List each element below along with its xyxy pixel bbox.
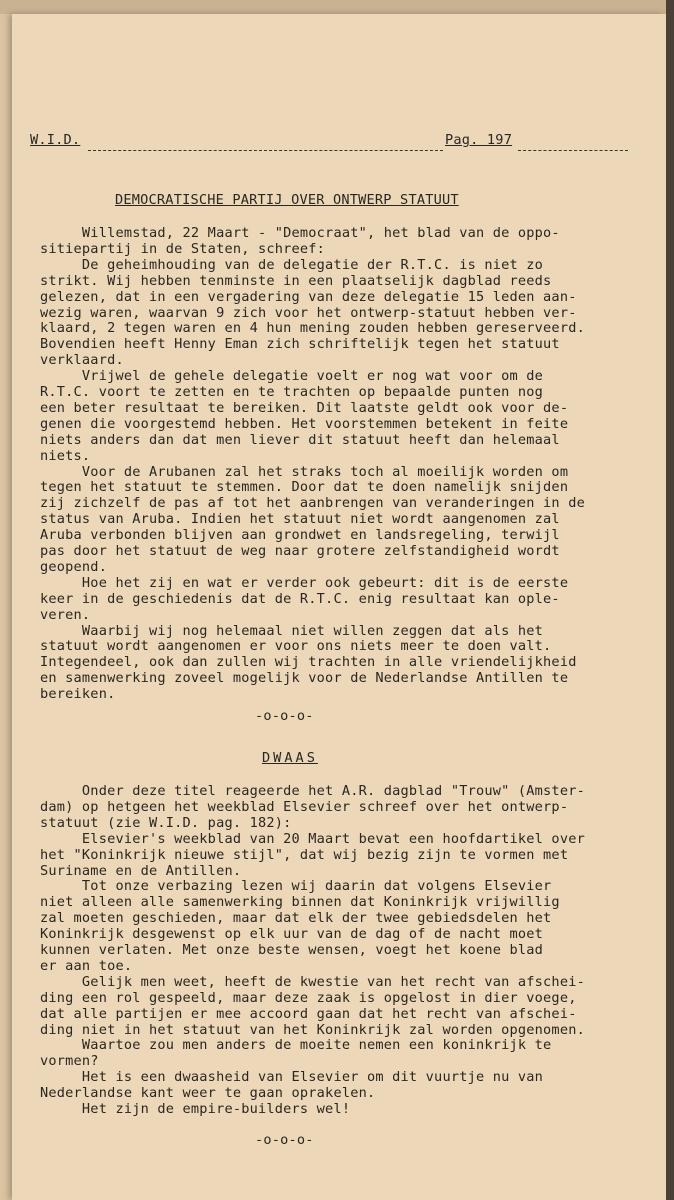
text-line: tegen het statuut te stemmen. Door dat te doen namelijk snijden <box>40 479 569 496</box>
separator-1: -o-o-o- <box>255 708 314 724</box>
text-line: Aruba verbonden blijven aan grondwet en landsregeling, terwijl <box>40 527 560 544</box>
header-rule-left <box>88 150 443 151</box>
text-line: Tot onze verbazing lezen wij daarin dat volgens Elsevier <box>40 878 552 895</box>
text-line: Integendeel, ook dan zullen wij trachten in alle vriendelijkheid <box>40 654 577 671</box>
text-line: Waartoe zou men anders de moeite nemen een koninkrijk te <box>40 1037 552 1054</box>
text-line: gelezen, dat in een vergadering van deze delegatie 15 leden aan- <box>40 288 577 305</box>
text-line: strikt. Wij hebben tenminste in een plaatselijk dagblad reeds <box>40 272 552 289</box>
text-line: niets. <box>40 447 91 464</box>
text-line: statuut (zie W.I.D. pag. 182): <box>40 814 292 831</box>
article2-title: DWAAS <box>262 750 318 766</box>
text-line: zij zichzelf de pas af tot het aanbrengen van veranderingen in de <box>40 495 585 512</box>
text-line: pas door het statuut de weg naar grotere zelfstandigheid wordt <box>40 543 560 559</box>
header-left: W.I.D. <box>30 132 81 148</box>
text-line: dam) op hetgeen het weekblad Elsevier schreef over het ontwerp- <box>40 798 569 815</box>
text-line: bereiken. <box>40 686 116 703</box>
text-line: verklaard. <box>40 352 124 369</box>
text-line: ding een rol gespeeld, maar deze zaak is opgelost in dier voege, <box>40 989 577 1006</box>
article1-title: DEMOCRATISCHE PARTIJ OVER ONTWERP STATUUT <box>115 192 459 208</box>
text-line: niets anders dan dat men liever dit statuut heeft dan helemaal <box>40 431 560 448</box>
text-line: Het zijn de empire-builders wel! <box>40 1101 351 1117</box>
text-line: Elsevier's weekblad van 20 Maart bevat een hoofdartikel over <box>40 830 585 847</box>
text-line: Nederlandse kant weer te gaan oprakelen. <box>40 1085 376 1102</box>
text-line: wezig waren, waarvan 9 zich voor het ontwerp-statuut hebben ver- <box>40 304 577 321</box>
text-line: Waarbij wij nog helemaal niet willen zeggen dat als het <box>40 622 544 639</box>
text-line: een beter resultaat te bereiken. Dit laatste geldt ook voor de- <box>40 399 569 416</box>
text-line: ding niet in het statuut van het Koninkrijk zal worden opgenomen. <box>40 1021 585 1038</box>
text-line: Suriname en de Antillen. <box>40 862 242 879</box>
text-line: De geheimhouding van de delegatie der R.T.C. is niet zo <box>40 256 544 273</box>
text-line: R.T.C. voort te zetten en te trachten op bepaalde punten nog <box>40 384 544 400</box>
text-line: sitiepartij in de Staten, schreef: <box>40 240 326 257</box>
text-line: klaard, 2 tegen waren en 4 hun mening zouden hebben gereserveerd. <box>40 320 585 337</box>
text-line: vormen? <box>40 1053 99 1070</box>
text-line: dat alle partijen er mee accoord gaan dat het recht van afschei- <box>40 1005 577 1022</box>
separator-2: -o-o-o- <box>255 1132 314 1148</box>
text-line: zal moeten geschieden, maar dat elk der twee gebiedsdelen het <box>40 910 552 927</box>
scanner-top-edge <box>0 0 674 14</box>
header-page-number: Pag. 197 <box>445 132 513 148</box>
text-line: geopend. <box>40 558 108 575</box>
text-line: Vrijwel de gehele delegatie voelt er nog wat voor om de <box>40 368 544 385</box>
text-line: niet alleen alle samenwerking binnen dat Koninkrijk vrijwillig <box>40 894 560 911</box>
text-line: Gelijk men weet, heeft de kwestie van het recht van afschei- <box>40 973 585 990</box>
text-line: Koninkrijk desgewenst op elk uur van de dag of de nacht moet <box>40 926 544 943</box>
text-line: en samenwerking zoveel mogelijk voor de Nederlandse Antillen te <box>40 670 569 687</box>
binding-edge <box>666 0 674 1200</box>
text-line: veren. <box>40 606 91 623</box>
text-line: kunnen verlaten. Met onze beste wensen, voegt het koene blad <box>40 942 544 958</box>
text-line: Willemstad, 22 Maart - "Democraat", het blad van de oppo- <box>40 225 560 241</box>
text-line: keer in de geschiedenis dat de R.T.C. enig resultaat kan ople- <box>40 590 560 607</box>
header-rule-right <box>518 150 628 151</box>
text-line: statuut wordt aangenomen er voor ons niets meer te doen valt. <box>40 638 552 655</box>
text-line: status van Aruba. Indien het statuut niet wordt aangenomen zal <box>40 511 560 528</box>
text-line: Het is een dwaasheid van Elsevier om dit vuurtje nu van <box>40 1069 544 1086</box>
text-line: Onder deze titel reageerde het A.R. dagblad "Trouw" (Amster- <box>40 783 585 799</box>
text-line: genen die voorgestemd hebben. Het voorstemmen betekent in feite <box>40 415 569 432</box>
text-line: het "Koninkrijk nieuwe stijl", dat wij bezig zijn te vormen met <box>40 846 569 863</box>
text-line: Voor de Arubanen zal het straks toch al moeilijk worden om <box>40 463 569 480</box>
text-line: Hoe het zij en wat er verder ook gebeurt: dit is de eerste <box>40 574 569 591</box>
text-line: Bovendien heeft Henny Eman zich schriftelijk tegen het statuut <box>40 336 560 353</box>
text-line: er aan toe. <box>40 957 133 974</box>
